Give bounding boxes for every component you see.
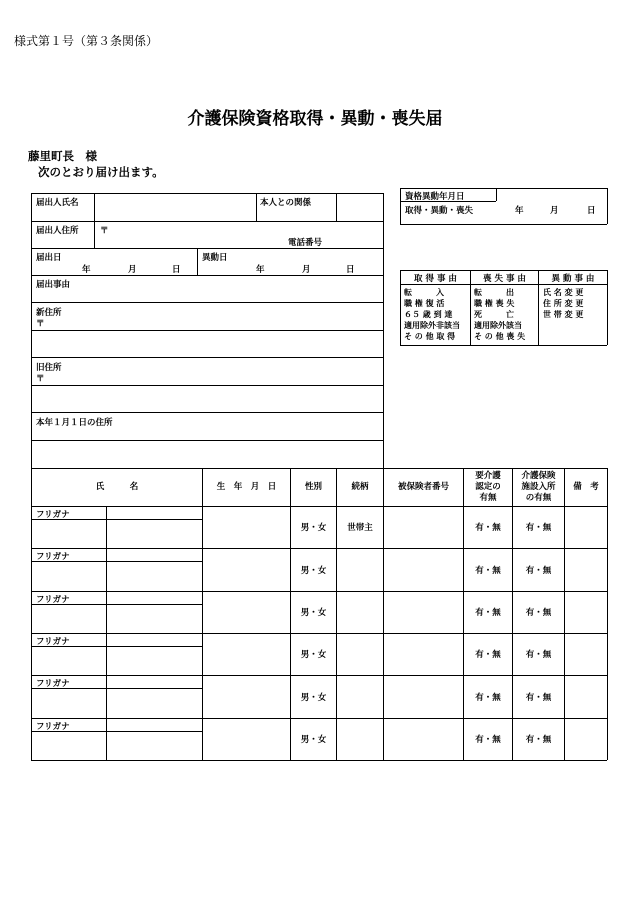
sex-option[interactable]: 男・女 [300,523,327,533]
list-item[interactable]: 適用除外非該当 [404,321,460,330]
acquisition-reason-header: 取 得 事 由 [414,274,457,284]
addressee: 藤里町長 様 [28,149,97,163]
list-item[interactable]: 死 亡 [474,310,514,319]
relationship-value: 世帯主 [347,523,373,533]
loss-reason-list [474,287,525,342]
sex-option[interactable]: 男・女 [300,566,327,576]
birthdate-header: 生 年 月 日 [216,482,277,492]
list-item[interactable]: 職 権 復 活 [404,299,445,308]
form-number: 様式第１号（第３条関係） [14,34,159,48]
sex-option[interactable]: 男・女 [300,693,327,703]
furigana-label: フリガナ [36,679,70,689]
list-item[interactable]: 住 所 変 更 [543,299,584,308]
qualification-year: 年 [515,206,524,216]
postal-mark: 〒 [100,226,109,236]
list-item[interactable]: そ の 他 取 得 [404,332,456,341]
furigana-field[interactable] [107,676,201,687]
facility-admission-header: 介護保険 施設入所 の有無 [521,471,556,503]
applicant-name-field[interactable] [96,196,254,218]
name-field[interactable] [32,605,201,632]
qualification-date-label: 資格異動年月日 [405,192,465,202]
reason-label: 届出事由 [36,280,71,290]
submission-day: 日 [172,265,181,275]
intro-text: 次のとおり届け出ます。 [38,165,164,179]
name-header: 氏 名 [95,482,139,492]
qualification-month: 月 [550,206,559,216]
care-certification-header: 要介護 認定の 有無 [475,471,501,503]
submission-month: 月 [128,265,137,275]
sex-option[interactable]: 男・女 [300,735,327,745]
name-field[interactable] [32,520,201,547]
list-item[interactable]: 氏 名 変 更 [543,288,584,297]
list-item[interactable]: 職 権 喪 失 [474,299,515,308]
sex-option[interactable]: 男・女 [300,650,327,660]
sex-header: 性別 [304,482,322,492]
care-certification-option[interactable]: 有・無 [475,523,501,533]
list-item[interactable]: ６５ 歳 到 達 [404,310,453,319]
care-certification-option[interactable]: 有・無 [475,650,501,660]
care-certification-option[interactable]: 有・無 [475,608,501,618]
furigana-label: フリガナ [36,552,70,562]
name-field[interactable] [32,689,201,717]
insured-number-header: 被保険者番号 [397,482,449,492]
old-address-label: 旧住所 [36,363,62,373]
name-field[interactable] [32,647,201,674]
facility-admission-option[interactable]: 有・無 [525,735,552,745]
change-reason-list [543,287,583,320]
old-address-postal: 〒 [36,374,45,384]
facility-admission-option[interactable]: 有・無 [525,693,552,703]
furigana-label: フリガナ [36,637,70,647]
change-day: 日 [346,265,355,275]
change-date-label: 異動日 [202,253,228,263]
change-month: 月 [302,265,311,275]
document-title: 介護保険資格取得・異動・喪失届 [187,109,443,129]
facility-admission-option[interactable]: 有・無 [525,523,552,533]
list-item[interactable]: そ の 他 喪 失 [474,332,526,341]
care-certification-option[interactable]: 有・無 [475,693,501,703]
change-reason-header: 異 動 事 由 [551,274,595,284]
furigana-field[interactable] [107,719,201,730]
submission-year: 年 [82,265,91,275]
care-certification-option[interactable]: 有・無 [475,735,501,745]
relationship-header: 続柄 [351,482,369,492]
change-year: 年 [256,265,265,275]
care-certification-option[interactable]: 有・無 [475,566,501,576]
list-item[interactable]: 転 出 [474,288,514,297]
relation-label: 本人との関係 [260,198,312,208]
furigana-label: フリガナ [36,510,70,520]
list-item[interactable]: 転 入 [404,288,444,297]
facility-admission-option[interactable]: 有・無 [525,608,552,618]
furigana-field[interactable] [107,592,201,603]
furigana-field[interactable] [107,549,201,560]
new-address-postal: 〒 [36,319,45,329]
applicant-address-label: 届出人住所 [36,226,79,236]
list-item[interactable]: 世 帯 変 更 [543,310,584,319]
remarks-header: 備 考 [573,482,599,492]
jan1-address-label: 本年１月１日の住所 [36,418,113,428]
qualification-day: 日 [587,206,596,216]
name-field[interactable] [32,732,201,759]
furigana-label: フリガナ [36,595,70,605]
sex-option[interactable]: 男・女 [300,608,327,618]
furigana-field[interactable] [107,507,201,518]
relation-field[interactable] [338,196,382,218]
applicant-name-label: 届出人氏名 [36,198,79,208]
name-field[interactable] [32,562,201,590]
loss-reason-header: 喪 失 事 由 [483,274,526,284]
furigana-field[interactable] [107,634,201,645]
facility-admission-option[interactable]: 有・無 [525,650,552,660]
facility-admission-option[interactable]: 有・無 [525,566,552,576]
furigana-label: フリガナ [36,722,70,732]
acquisition-reason-list [404,287,460,342]
phone-label: 電話番号 [288,238,323,248]
new-address-label: 新住所 [36,308,62,318]
list-item[interactable]: 適用除外該当 [474,321,522,330]
qualification-type-label: 取得・異動・喪失 [405,206,474,216]
submission-date-label: 届出日 [36,253,62,263]
